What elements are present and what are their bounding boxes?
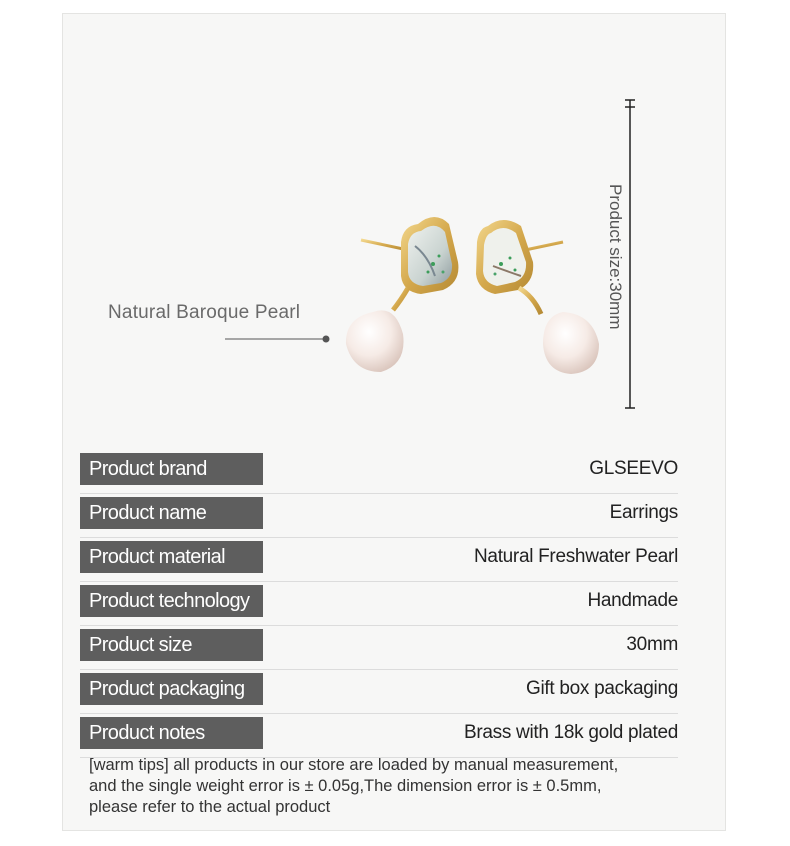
- spec-label: Product size: [80, 629, 263, 661]
- spec-row-technology: [80, 582, 678, 626]
- pearl-label: Natural Baroque Pearl: [108, 302, 301, 323]
- spec-value: Gift box packaging: [526, 678, 678, 699]
- spec-value: Natural Freshwater Pearl: [474, 546, 678, 567]
- size-label: Product size:30mm: [606, 184, 625, 330]
- tips-line: [warm tips] all products in our store are loaded by manual measurement,: [89, 756, 619, 774]
- spec-row-name: [80, 494, 678, 538]
- spec-row-notes: [80, 714, 678, 758]
- spec-label: Product technology: [80, 585, 263, 617]
- spec-label: Product notes: [80, 717, 263, 749]
- spec-value: GLSEEVO: [589, 458, 678, 479]
- spec-row-packaging: [80, 670, 678, 714]
- spec-row-brand: [80, 450, 678, 494]
- spec-value: Brass with 18k gold plated: [464, 722, 678, 743]
- tips-line: please refer to the actual product: [89, 798, 331, 816]
- spec-row-size: [80, 626, 678, 670]
- spec-value: 30mm: [626, 634, 678, 655]
- tips-line: and the single weight error is ± 0.05g,The dimension error is ± 0.5mm,: [89, 777, 602, 795]
- spec-label: Product brand: [80, 453, 263, 485]
- earrings-illustration: [63, 14, 727, 444]
- spec-label: Product name: [80, 497, 263, 529]
- product-photo: [63, 14, 727, 444]
- spec-label: Product packaging: [80, 673, 263, 705]
- right-earring: [476, 220, 599, 374]
- product-card: [62, 13, 726, 831]
- spec-label: Product material: [80, 541, 263, 573]
- left-earring: [346, 217, 458, 372]
- spec-value: Handmade: [587, 590, 678, 611]
- size-ruler: [625, 100, 635, 408]
- spec-value: Earrings: [609, 502, 678, 523]
- warm-tips: [89, 755, 689, 818]
- spec-row-material: [80, 538, 678, 582]
- pearl-pointer-dot: [323, 336, 330, 343]
- spec-table: [80, 450, 678, 758]
